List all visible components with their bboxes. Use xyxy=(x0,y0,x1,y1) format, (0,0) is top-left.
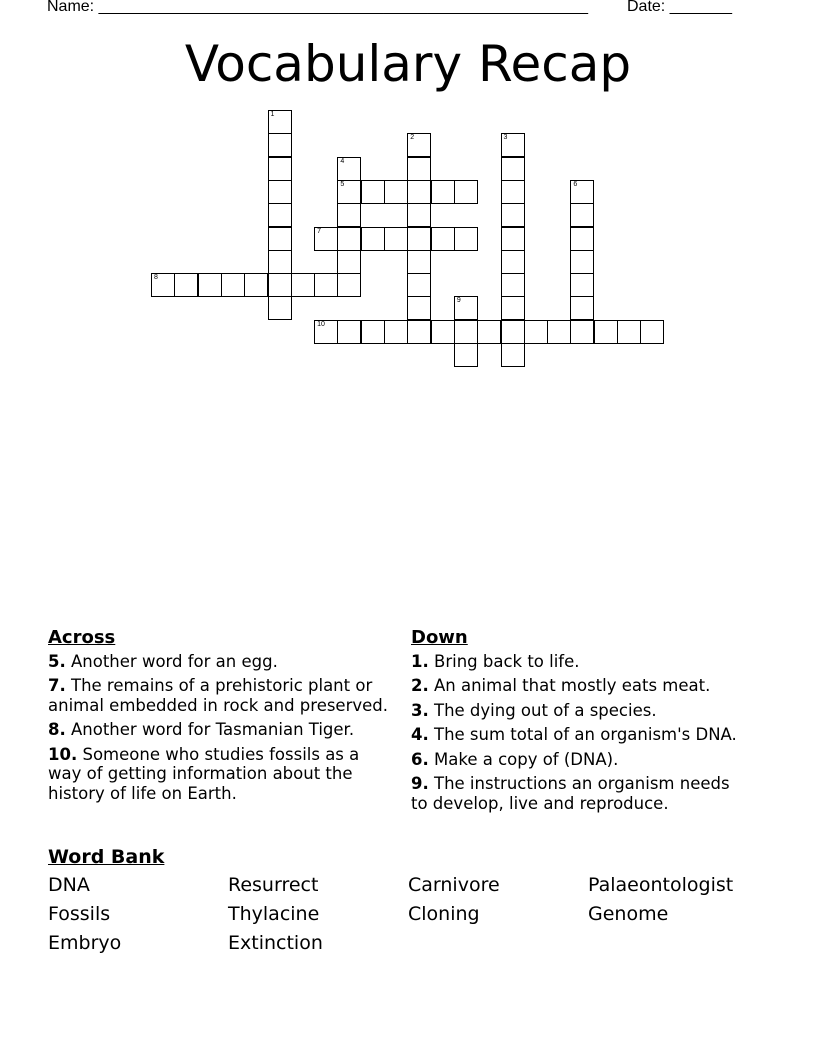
word-bank-item: Embryo xyxy=(48,932,122,954)
clue-number: 7. xyxy=(48,676,66,695)
crossword-cell[interactable] xyxy=(198,273,222,297)
crossword-cell[interactable] xyxy=(501,320,525,344)
word-bank-item: Extinction xyxy=(228,932,323,954)
page-title: Vocabulary Recap xyxy=(184,35,632,93)
crossword-cell[interactable] xyxy=(384,180,408,204)
clue-number: 1. xyxy=(411,651,429,671)
clue-text: The sum total of an organism's DNA. xyxy=(434,725,737,744)
crossword-cell[interactable] xyxy=(361,320,385,344)
cell-number: 1 xyxy=(270,111,275,118)
crossword-cell[interactable] xyxy=(407,273,431,297)
clue-number: 8. xyxy=(48,720,66,739)
crossword-cell[interactable] xyxy=(384,227,408,251)
crossword-cell[interactable] xyxy=(268,273,292,297)
crossword-cell[interactable] xyxy=(477,320,501,344)
clue-text: The remains of a prehistoric plant or animal embedded in rock and preserved. xyxy=(48,676,389,715)
crossword-cell[interactable] xyxy=(407,250,431,274)
clue-text: Another word for Tasmanian Tiger. xyxy=(71,720,355,739)
word-bank-heading: Word Bank xyxy=(48,846,165,868)
word-bank-item: Fossils xyxy=(48,903,111,925)
word-bank-item: Carnivore xyxy=(408,874,500,896)
crossword-cell[interactable] xyxy=(570,296,594,320)
crossword-cell[interactable] xyxy=(407,296,431,320)
crossword-cell[interactable] xyxy=(501,296,525,320)
across-clues xyxy=(48,628,388,808)
word-bank-item: Palaeontologist xyxy=(588,874,734,896)
crossword-cell[interactable] xyxy=(431,180,455,204)
clue-text: Bring back to life. xyxy=(434,651,580,671)
crossword-cell[interactable] xyxy=(454,296,478,320)
clue-text: Another word for an egg. xyxy=(71,651,278,671)
crossword-cell[interactable] xyxy=(547,320,571,344)
crossword-cell[interactable] xyxy=(617,320,641,344)
clue-number: 2. xyxy=(411,676,429,695)
crossword-cell[interactable] xyxy=(640,320,664,344)
crossword-cell[interactable] xyxy=(407,203,431,227)
crossword-cell[interactable] xyxy=(268,180,292,204)
down-clue xyxy=(411,676,751,696)
crossword-cell[interactable] xyxy=(501,203,525,227)
word-bank-item: Thylacine xyxy=(228,903,320,925)
down-clue xyxy=(411,652,751,672)
crossword-cell[interactable] xyxy=(570,320,594,344)
crossword-cell[interactable] xyxy=(384,320,408,344)
clue-number: 5. xyxy=(48,651,66,671)
clue-number: 10. xyxy=(48,744,78,764)
cell-number: 4 xyxy=(340,157,345,165)
across-clue xyxy=(48,745,388,804)
clue-number: 4. xyxy=(411,725,429,744)
down-clue xyxy=(411,701,751,721)
crossword-cell[interactable] xyxy=(314,320,338,344)
crossword-grid xyxy=(0,0,816,400)
crossword-cell[interactable] xyxy=(431,227,455,251)
crossword-cell[interactable] xyxy=(337,250,361,274)
down-clue xyxy=(411,774,751,813)
crossword-cell[interactable] xyxy=(337,157,361,181)
clue-number: 6. xyxy=(411,749,429,769)
crossword-cell[interactable] xyxy=(268,203,292,227)
crossword-cell[interactable] xyxy=(594,320,618,344)
crossword-cell[interactable] xyxy=(407,227,431,251)
crossword-cell[interactable] xyxy=(524,320,548,344)
across-heading: Across xyxy=(48,627,116,648)
crossword-cell[interactable] xyxy=(314,227,338,251)
crossword-cell[interactable] xyxy=(570,273,594,297)
cell-number: 9 xyxy=(456,297,461,305)
word-bank-item: Genome xyxy=(588,903,669,925)
word-bank xyxy=(48,874,768,955)
crossword-cell[interactable] xyxy=(501,343,525,367)
crossword-cell[interactable] xyxy=(291,273,315,297)
crossword-cell[interactable] xyxy=(407,320,431,344)
across-clue xyxy=(48,720,388,740)
crossword-cell[interactable] xyxy=(501,273,525,297)
crossword-cell[interactable] xyxy=(337,203,361,227)
crossword-cell[interactable] xyxy=(337,273,361,297)
crossword-cell[interactable] xyxy=(174,273,198,297)
across-clue xyxy=(48,652,388,672)
crossword-cell[interactable] xyxy=(361,180,385,204)
clue-text: An animal that mostly eats meat. xyxy=(434,676,711,695)
crossword-cell[interactable] xyxy=(454,320,478,344)
down-heading: Down xyxy=(411,627,468,648)
crossword-cell[interactable] xyxy=(570,203,594,227)
crossword-cell[interactable] xyxy=(407,180,431,204)
crossword-cell[interactable] xyxy=(268,250,292,274)
crossword-cell[interactable] xyxy=(501,227,525,251)
clue-text: The dying out of a species. xyxy=(434,700,657,720)
down-clue xyxy=(411,750,751,770)
crossword-cell[interactable] xyxy=(361,227,385,251)
crossword-cell[interactable] xyxy=(454,343,478,367)
date-field[interactable]: Date: _______ xyxy=(627,0,732,15)
crossword-cell[interactable] xyxy=(268,296,292,320)
crossword-cell[interactable] xyxy=(337,227,361,251)
crossword-cell[interactable] xyxy=(454,180,478,204)
cell-number: 10 xyxy=(317,320,325,328)
word-bank-item: DNA xyxy=(48,874,90,896)
crossword-cell[interactable] xyxy=(501,180,525,204)
clue-number: 9. xyxy=(411,774,429,793)
crossword-cell[interactable] xyxy=(407,133,431,157)
crossword-cell[interactable] xyxy=(407,157,431,181)
clue-text: Make a copy of (DNA). xyxy=(434,749,619,769)
crossword-cell[interactable] xyxy=(570,227,594,251)
crossword-cell[interactable] xyxy=(501,133,525,157)
crossword-cell[interactable] xyxy=(431,320,455,344)
crossword-cell[interactable] xyxy=(570,250,594,274)
crossword-cell[interactable] xyxy=(268,110,292,134)
name-field[interactable]: Name: _______________________________________________________ xyxy=(47,0,588,15)
cell-number: 7 xyxy=(317,227,321,235)
crossword-cell[interactable] xyxy=(337,320,361,344)
word-bank-item: Resurrect xyxy=(228,874,319,896)
clue-text: The instructions an organism needs to develop, live and reproduce. xyxy=(411,774,730,813)
crossword-cell[interactable] xyxy=(244,273,268,297)
crossword-cell[interactable] xyxy=(501,157,525,181)
crossword-cell[interactable] xyxy=(221,273,245,297)
crossword-cell[interactable] xyxy=(268,133,292,157)
clue-number: 3. xyxy=(411,700,429,720)
cell-number: 3 xyxy=(503,134,508,142)
clue-text: Someone who studies fossils as a way of getting information about the history of life on Earth. xyxy=(48,744,360,803)
down-clue xyxy=(411,725,751,745)
cell-number: 6 xyxy=(573,180,578,188)
down-clues xyxy=(411,628,751,818)
cell-number: 8 xyxy=(154,274,158,282)
crossword-cell[interactable] xyxy=(337,180,361,204)
cell-number: 5 xyxy=(340,180,345,188)
crossword-cell[interactable] xyxy=(570,180,594,204)
crossword-cell[interactable] xyxy=(151,273,175,297)
across-clue xyxy=(48,676,388,715)
cell-number: 2 xyxy=(410,134,415,142)
crossword-cell[interactable] xyxy=(314,273,338,297)
crossword-cell[interactable] xyxy=(268,227,292,251)
crossword-cell[interactable] xyxy=(454,227,478,251)
crossword-cell[interactable] xyxy=(268,157,292,181)
crossword-cell[interactable] xyxy=(501,250,525,274)
word-bank-item: Cloning xyxy=(408,903,480,925)
